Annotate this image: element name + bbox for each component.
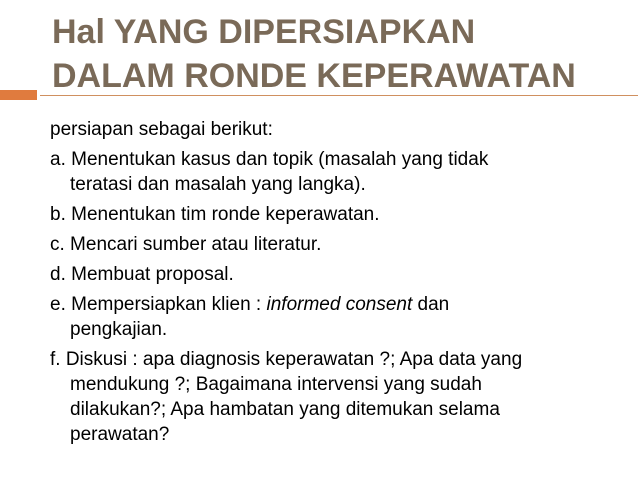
list-item-b: b. Menentukan tim ronde keperawatan. — [50, 204, 380, 225]
list-item-f-continued-1: mendukung ?; Bagaimana intervensi yang sudah — [70, 374, 482, 395]
list-item-f-continued-2: dilakukan?; Apa hambatan yang ditemukan selama — [70, 399, 500, 420]
title-divider — [40, 95, 638, 96]
list-item-e-text: e. Mempersiapkan klien : — [50, 294, 267, 315]
list-item-a-continued: teratasi dan masalah yang langka). — [70, 174, 366, 195]
list-item-a: a. Menentukan kasus dan topik (masalah yang tidak — [50, 149, 489, 170]
informed-consent-term: informed consent — [266, 294, 413, 315]
slide-body — [50, 117, 630, 447]
list-item-e-suffix: dan — [412, 294, 450, 315]
list-item-c: c. Mencari sumber atau literatur. — [50, 234, 322, 255]
slide-title — [52, 10, 632, 98]
slide-title-line-1: Hal YANG DIPERSIAPKAN — [52, 13, 476, 51]
list-item-e — [50, 292, 630, 317]
slide-title-line-2: DALAM RONDE KEPERAWATAN — [52, 57, 576, 95]
list-item-d: d. Membuat proposal. — [50, 264, 234, 285]
list-item-f-continued-3: perawatan? — [70, 424, 170, 445]
intro-text: persiapan sebagai berikut: — [50, 119, 273, 140]
accent-bar — [0, 90, 37, 100]
list-item-f: f. Diskusi : apa diagnosis keperawatan ?; Apa data yang — [50, 349, 523, 370]
list-item-e-continued: pengkajian. — [70, 319, 168, 340]
